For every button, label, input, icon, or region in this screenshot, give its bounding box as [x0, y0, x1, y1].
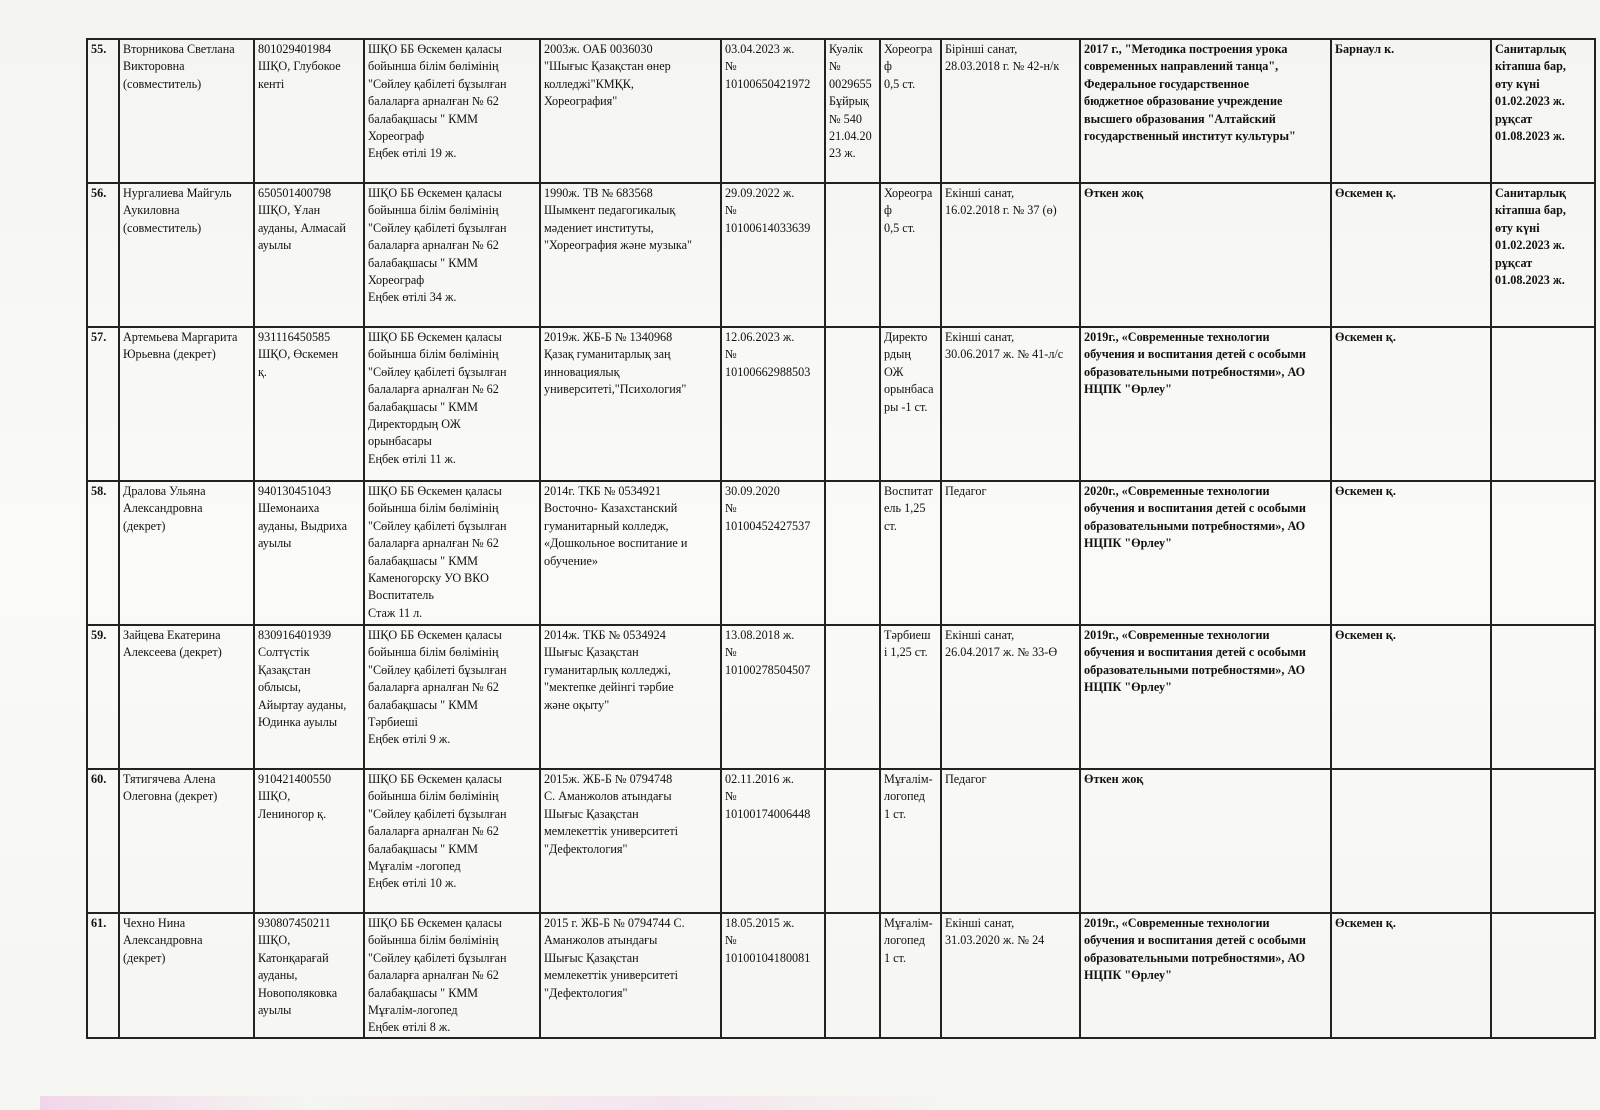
certificate-order: [825, 183, 880, 327]
training-courses: 2019г., «Современные технологии обучения и воспитания детей с особыми образовательными потребностями», АО НЦПК "Өрлеу": [1080, 913, 1331, 1038]
table-row: [87, 481, 1595, 625]
position-rate: Воспитат ель 1,25 ст.: [880, 481, 941, 625]
certificate-order: [825, 913, 880, 1038]
training-courses: 2020г., «Современные технологии обучения и воспитания детей с особыми образовательными потребностями», АО НЦПК "Өрлеу": [1080, 481, 1331, 625]
row-number: 61.: [87, 913, 119, 1038]
medical-record: [1491, 913, 1595, 1038]
table-row: [87, 913, 1595, 1038]
medical-record: Санитарлық кітапша бар, өту күні 01.02.2023 ж. рұқсат 01.08.2023 ж.: [1491, 39, 1595, 183]
employee-name: Нургалиева Майгуль Аукиловна (совместитель): [119, 183, 254, 327]
iin-birthplace: 930807450211 ШҚО, Катонқарағай ауданы, Новополяковка ауылы: [254, 913, 364, 1038]
iin-birthplace: 931116450585 ШҚО, Өскемен қ.: [254, 327, 364, 481]
education: 2019ж. ЖБ-Б № 1340968 Қазақ гуманитарлық заң инновациялық университеті,"Психология": [540, 327, 721, 481]
contract-date-number: 13.08.2018 ж. № 10100278504507: [721, 625, 825, 769]
position-rate: Хореогра ф 0,5 ст.: [880, 39, 941, 183]
workplace-position-experience: ШҚО ББ Өскемен қаласы бойынша білім бөлімінің "Сөйлеу қабілеті бұзылған балаларға арналған № 62 балабақшасы " КММ Директордың ОЖ орынбасары Еңбек өтілі 11 ж.: [364, 327, 540, 481]
qualification-category: Екінші санат, 30.06.2017 ж. № 41-л/с: [941, 327, 1080, 481]
residence: Барнаул к.: [1331, 39, 1491, 183]
residence: [1331, 769, 1491, 913]
row-number: 58.: [87, 481, 119, 625]
workplace-position-experience: ШҚО ББ Өскемен қаласы бойынша білім бөлімінің "Сөйлеу қабілеті бұзылған балаларға арналған № 62 балабақшасы " КММ Мұғалім -логопед Еңбек өтілі 10 ж.: [364, 769, 540, 913]
residence: Өскемен қ.: [1331, 913, 1491, 1038]
training-courses: 2017 г., "Методика построения урока современных направлений танца", Федеральное государственное бюджетное образование учреждение высшего образования "Алтайский государственный институт культуры": [1080, 39, 1331, 183]
employee-name: Тятигячева Алена Олеговна (декрет): [119, 769, 254, 913]
qualification-category: Бірінші санат, 28.03.2018 г. № 42-н/к: [941, 39, 1080, 183]
certificate-order: Куәлік № 0029655 Бұйрық № 540 21.04.20 23 ж.: [825, 39, 880, 183]
qualification-category: Педагог: [941, 481, 1080, 625]
row-number: 57.: [87, 327, 119, 481]
education: 2003ж. ОАБ 0036030 "Шығыс Қазақстан өнер колледжі"КМҚК, Хореография": [540, 39, 721, 183]
position-rate: Тәрбиеш і 1,25 ст.: [880, 625, 941, 769]
employee-name: Артемьева Маргарита Юрьевна (декрет): [119, 327, 254, 481]
staff-table: [86, 38, 1596, 1039]
table-row: [87, 625, 1595, 769]
certificate-order: [825, 481, 880, 625]
workplace-position-experience: ШҚО ББ Өскемен қаласы бойынша білім бөлімінің "Сөйлеу қабілеті бұзылған балаларға арналған № 62 балабақшасы " КММ Каменогорску УО ВКО Воспитатель Стаж 11 л.: [364, 481, 540, 625]
workplace-position-experience: ШҚО ББ Өскемен қаласы бойынша білім бөлімінің "Сөйлеу қабілеті бұзылған балаларға арналған № 62 балабақшасы " КММ Тәрбиеші Еңбек өтілі 9 ж.: [364, 625, 540, 769]
iin-birthplace: 801029401984 ШҚО, Глубокое кенті: [254, 39, 364, 183]
table-row: [87, 39, 1595, 183]
contract-date-number: 30.09.2020 № 10100452427537: [721, 481, 825, 625]
iin-birthplace: 830916401939 Солтүстік Қазақстан облысы, Айыртау ауданы, Юдинка ауылы: [254, 625, 364, 769]
table-row: [87, 183, 1595, 327]
workplace-position-experience: ШҚО ББ Өскемен қаласы бойынша білім бөлімінің "Сөйлеу қабілеті бұзылған балаларға арналған № 62 балабақшасы " КММ Хореограф Еңбек өтілі 34 ж.: [364, 183, 540, 327]
iin-birthplace: 650501400798 ШҚО, Ұлан ауданы, Алмасай ауылы: [254, 183, 364, 327]
education: 2014ж. ТКБ № 0534924 Шығыс Қазақстан гуманитарлық колледжі, "мектепке дейінгі тәрбие және оқыту": [540, 625, 721, 769]
row-number: 56.: [87, 183, 119, 327]
qualification-category: Екінші санат, 16.02.2018 г. № 37 (ө): [941, 183, 1080, 327]
training-courses: Өткен жоқ: [1080, 183, 1331, 327]
contract-date-number: 29.09.2022 ж. № 10100614033639: [721, 183, 825, 327]
education: 1990ж. ТВ № 683568 Шымкент педагогикалық мәдениет институты, "Хореография және музыка": [540, 183, 721, 327]
contract-date-number: 03.04.2023 ж. № 10100650421972: [721, 39, 825, 183]
table-row: [87, 769, 1595, 913]
row-number: 59.: [87, 625, 119, 769]
certificate-order: [825, 327, 880, 481]
employee-name: Зайцева Екатерина Алексеева (декрет): [119, 625, 254, 769]
row-number: 60.: [87, 769, 119, 913]
position-rate: Хореогра ф 0,5 ст.: [880, 183, 941, 327]
position-rate: Директо рдың ОЖ орынбаса ры -1 ст.: [880, 327, 941, 481]
employee-name: Чехно Нина Александровна (декрет): [119, 913, 254, 1038]
row-number: 55.: [87, 39, 119, 183]
scan-edge-smudge: [40, 1096, 940, 1110]
qualification-category: Екінші санат, 26.04.2017 ж. № 33-Ө: [941, 625, 1080, 769]
education: 2015 г. ЖБ-Б № 0794744 С. Аманжолов атындағы Шығыс Қазақстан мемлекеттік университеті "Дефектология": [540, 913, 721, 1038]
training-courses: Өткен жоқ: [1080, 769, 1331, 913]
residence: Өскемен қ.: [1331, 183, 1491, 327]
residence: Өскемен қ.: [1331, 625, 1491, 769]
medical-record: [1491, 481, 1595, 625]
employee-name: Вторникова Светлана Викторовна (совместитель): [119, 39, 254, 183]
medical-record: [1491, 769, 1595, 913]
contract-date-number: 18.05.2015 ж. № 10100104180081: [721, 913, 825, 1038]
qualification-category: Екінші санат, 31.03.2020 ж. № 24: [941, 913, 1080, 1038]
certificate-order: [825, 625, 880, 769]
table-row: [87, 327, 1595, 481]
medical-record: [1491, 327, 1595, 481]
residence: Өскемен қ.: [1331, 327, 1491, 481]
training-courses: 2019г., «Современные технологии обучения и воспитания детей с особыми образовательными потребностями», АО НЦПК "Өрлеу": [1080, 625, 1331, 769]
contract-date-number: 12.06.2023 ж. № 10100662988503: [721, 327, 825, 481]
position-rate: Мұғалім- логопед 1 ст.: [880, 769, 941, 913]
contract-date-number: 02.11.2016 ж. № 10100174006448: [721, 769, 825, 913]
position-rate: Мұғалім- логопед 1 ст.: [880, 913, 941, 1038]
education: 2014г. ТКБ № 0534921 Восточно- Казахстанский гуманитарный колледж, «Дошкольное воспитание и обучение»: [540, 481, 721, 625]
certificate-order: [825, 769, 880, 913]
residence: Өскемен қ.: [1331, 481, 1491, 625]
workplace-position-experience: ШҚО ББ Өскемен қаласы бойынша білім бөлімінің "Сөйлеу қабілеті бұзылған балаларға арналған № 62 балабақшасы " КММ Хореограф Еңбек өтілі 19 ж.: [364, 39, 540, 183]
iin-birthplace: 910421400550 ШҚО, Лениногор қ.: [254, 769, 364, 913]
qualification-category: Педагог: [941, 769, 1080, 913]
medical-record: [1491, 625, 1595, 769]
medical-record: Санитарлық кітапша бар, өту күні 01.02.2023 ж. рұқсат 01.08.2023 ж.: [1491, 183, 1595, 327]
workplace-position-experience: ШҚО ББ Өскемен қаласы бойынша білім бөлімінің "Сөйлеу қабілеті бұзылған балаларға арналған № 62 балабақшасы " КММ Мұғалім-логопед Еңбек өтілі 8 ж.: [364, 913, 540, 1038]
training-courses: 2019г., «Современные технологии обучения и воспитания детей с особыми образовательными потребностями», АО НЦПК "Өрлеу": [1080, 327, 1331, 481]
education: 2015ж. ЖБ-Б № 0794748 С. Аманжолов атындағы Шығыс Қазақстан мемлекеттік университеті "Дефектология": [540, 769, 721, 913]
iin-birthplace: 940130451043 Шемонаиха ауданы, Выдриха ауылы: [254, 481, 364, 625]
employee-name: Дралова Ульяна Александровна (декрет): [119, 481, 254, 625]
